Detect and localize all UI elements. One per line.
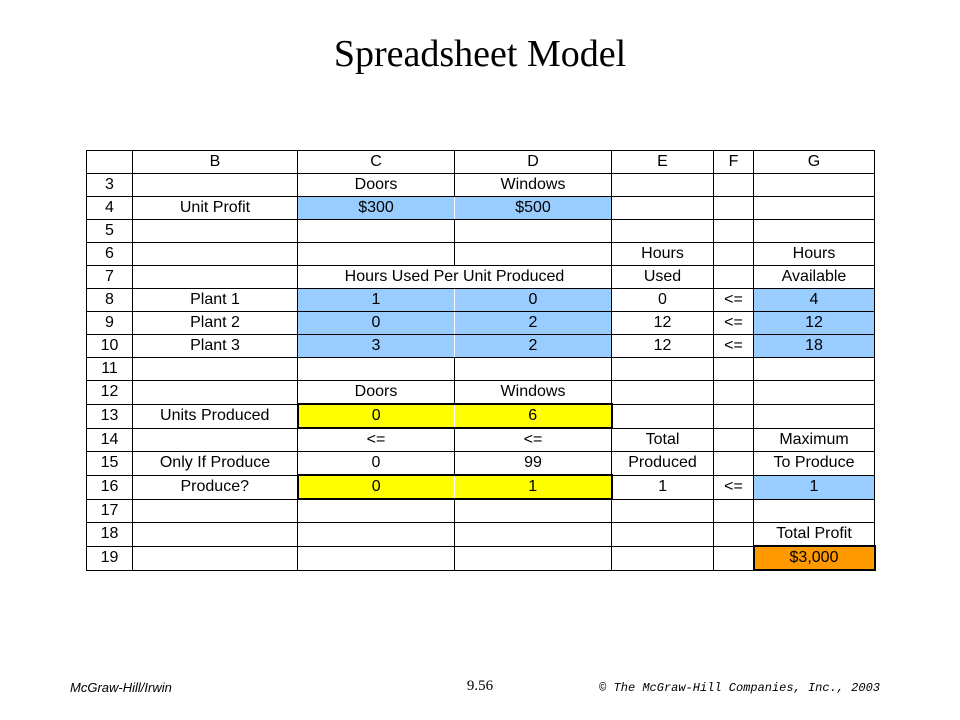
- cell-c18[interactable]: [298, 523, 455, 547]
- row-number[interactable]: 4: [87, 197, 133, 220]
- cell-b18[interactable]: [133, 523, 298, 547]
- cell-g9[interactable]: 12: [754, 312, 875, 335]
- table-row: [87, 174, 875, 197]
- cell-g10[interactable]: 18: [754, 335, 875, 358]
- cell-g13[interactable]: [754, 404, 875, 428]
- slide-title: Spreadsheet Model: [333, 33, 627, 75]
- cell-c9[interactable]: 0: [298, 312, 455, 335]
- cell-e7[interactable]: Used: [612, 266, 714, 289]
- cell-g17[interactable]: [754, 499, 875, 523]
- cell-e18[interactable]: [612, 523, 714, 547]
- row-number[interactable]: 12: [87, 381, 133, 405]
- table-row: [87, 404, 875, 428]
- cell-g6[interactable]: Hours: [754, 243, 875, 266]
- table-row: [87, 335, 875, 358]
- cell-e14[interactable]: Total: [612, 428, 714, 452]
- cell-f14[interactable]: [714, 428, 754, 452]
- cell-f3[interactable]: [714, 174, 754, 197]
- cell-d8[interactable]: 0: [455, 289, 612, 312]
- cell-d12[interactable]: Windows: [455, 381, 612, 405]
- table-row: [87, 381, 875, 405]
- cell-f6[interactable]: [714, 243, 754, 266]
- cell-c6[interactable]: [298, 243, 455, 266]
- corner-cell[interactable]: [87, 151, 133, 174]
- cell-c4-unit-profit-doors[interactable]: $300: [298, 197, 455, 220]
- cell-c11[interactable]: [298, 358, 455, 381]
- cell-e4[interactable]: [612, 197, 714, 220]
- footer-slide-number: 9.56: [466, 678, 494, 694]
- cell-e10[interactable]: 12: [612, 335, 714, 358]
- table-row: [87, 358, 875, 381]
- cell-b11[interactable]: [133, 358, 298, 381]
- cell-b9[interactable]: Plant 2: [133, 312, 298, 335]
- cell-b8[interactable]: Plant 1: [133, 289, 298, 312]
- cell-g18[interactable]: Total Profit: [754, 523, 875, 547]
- cell-f5[interactable]: [714, 220, 754, 243]
- cell-g3[interactable]: [754, 174, 875, 197]
- cell-d3[interactable]: Windows: [455, 174, 612, 197]
- cell-b16[interactable]: Produce?: [133, 475, 298, 499]
- cell-d5[interactable]: [455, 220, 612, 243]
- cell-g19-total-profit[interactable]: $3,000: [754, 546, 875, 570]
- cell-g11[interactable]: [754, 358, 875, 381]
- cell-f7[interactable]: [714, 266, 754, 289]
- cell-d6[interactable]: [455, 243, 612, 266]
- row-number[interactable]: 19: [87, 546, 133, 570]
- cell-c15[interactable]: 0: [298, 452, 455, 476]
- table-row: [87, 197, 875, 220]
- cell-e3[interactable]: [612, 174, 714, 197]
- row-number[interactable]: 15: [87, 452, 133, 476]
- cell-d16-produce-windows[interactable]: 1: [455, 475, 612, 499]
- cell-d18[interactable]: [455, 523, 612, 547]
- cell-e16[interactable]: 1: [612, 475, 714, 499]
- cell-f17[interactable]: [714, 499, 754, 523]
- table-row: [87, 452, 875, 476]
- cell-b10[interactable]: Plant 3: [133, 335, 298, 358]
- cell-d11[interactable]: [455, 358, 612, 381]
- cell-b15[interactable]: Only If Produce: [133, 452, 298, 476]
- cell-b3[interactable]: [133, 174, 298, 197]
- cell-e9[interactable]: 12: [612, 312, 714, 335]
- cell-e8[interactable]: 0: [612, 289, 714, 312]
- row-number[interactable]: 13: [87, 404, 133, 428]
- row-number[interactable]: 14: [87, 428, 133, 452]
- row-number[interactable]: 16: [87, 475, 133, 499]
- cell-f8[interactable]: <=: [714, 289, 754, 312]
- cell-g14[interactable]: Maximum: [754, 428, 875, 452]
- cell-e11[interactable]: [612, 358, 714, 381]
- cell-f4[interactable]: [714, 197, 754, 220]
- cell-c10[interactable]: 3: [298, 335, 455, 358]
- footer-copyright: © The McGraw-Hill Companies, Inc., 2003: [599, 681, 880, 695]
- cell-f11[interactable]: [714, 358, 754, 381]
- cell-e6[interactable]: Hours: [612, 243, 714, 266]
- cell-g16[interactable]: 1: [754, 475, 875, 499]
- cell-c14[interactable]: <=: [298, 428, 455, 452]
- cell-f12[interactable]: [714, 381, 754, 405]
- table-row: [87, 546, 875, 570]
- row-number[interactable]: 9: [87, 312, 133, 335]
- cell-g4[interactable]: [754, 197, 875, 220]
- cell-g5[interactable]: [754, 220, 875, 243]
- cell-cd7-hours-used-header[interactable]: Hours Used Per Unit Produced: [298, 266, 612, 289]
- cell-c5[interactable]: [298, 220, 455, 243]
- cell-b17[interactable]: [133, 499, 298, 523]
- table-row: [87, 475, 875, 499]
- cell-b6[interactable]: [133, 243, 298, 266]
- row-number[interactable]: 3: [87, 174, 133, 197]
- cell-b12[interactable]: [133, 381, 298, 405]
- row-number[interactable]: 11: [87, 358, 133, 381]
- cell-f9[interactable]: <=: [714, 312, 754, 335]
- column-header-f[interactable]: F: [714, 151, 754, 174]
- table-row: [87, 266, 875, 289]
- cell-c17[interactable]: [298, 499, 455, 523]
- column-header-c[interactable]: C: [298, 151, 455, 174]
- cell-g8[interactable]: 4: [754, 289, 875, 312]
- table-row: [87, 289, 875, 312]
- table-row: [87, 523, 875, 547]
- cell-d13-units-produced-windows[interactable]: 6: [455, 404, 612, 428]
- table-row: [87, 499, 875, 523]
- cell-c12[interactable]: Doors: [298, 381, 455, 405]
- row-number[interactable]: 7: [87, 266, 133, 289]
- cell-f15[interactable]: [714, 452, 754, 476]
- column-header-d[interactable]: D: [455, 151, 612, 174]
- row-number[interactable]: 5: [87, 220, 133, 243]
- cell-c16-produce-doors[interactable]: 0: [298, 475, 455, 499]
- cell-c3[interactable]: Doors: [298, 174, 455, 197]
- cell-d4-unit-profit-windows[interactable]: $500: [455, 197, 612, 220]
- column-header-row: [87, 151, 875, 174]
- cell-f18[interactable]: [714, 523, 754, 547]
- cell-d9[interactable]: 2: [455, 312, 612, 335]
- cell-d10[interactable]: 2: [455, 335, 612, 358]
- cell-e15[interactable]: Produced: [612, 452, 714, 476]
- cell-d15[interactable]: 99: [455, 452, 612, 476]
- cell-g15[interactable]: To Produce: [754, 452, 875, 476]
- cell-e5[interactable]: [612, 220, 714, 243]
- row-number[interactable]: 8: [87, 289, 133, 312]
- cell-e13[interactable]: [612, 404, 714, 428]
- cell-b13[interactable]: Units Produced: [133, 404, 298, 428]
- row-number[interactable]: 10: [87, 335, 133, 358]
- table-row: [87, 428, 875, 452]
- cell-f10[interactable]: <=: [714, 335, 754, 358]
- cell-d17[interactable]: [455, 499, 612, 523]
- column-header-b[interactable]: B: [133, 151, 298, 174]
- spreadsheet-table: [86, 150, 876, 571]
- cell-b4[interactable]: Unit Profit: [133, 197, 298, 220]
- cell-d14[interactable]: <=: [455, 428, 612, 452]
- cell-c13-units-produced-doors[interactable]: 0: [298, 404, 455, 428]
- cell-b5[interactable]: [133, 220, 298, 243]
- cell-e12[interactable]: [612, 381, 714, 405]
- cell-e19[interactable]: [612, 546, 714, 570]
- cell-f19[interactable]: [714, 546, 754, 570]
- table-row: [87, 312, 875, 335]
- cell-f13[interactable]: [714, 404, 754, 428]
- cell-g7[interactable]: Available: [754, 266, 875, 289]
- cell-b19[interactable]: [133, 546, 298, 570]
- cell-e17[interactable]: [612, 499, 714, 523]
- row-number[interactable]: 6: [87, 243, 133, 266]
- cell-b14[interactable]: [133, 428, 298, 452]
- cell-f16[interactable]: <=: [714, 475, 754, 499]
- table-row: [87, 243, 875, 266]
- cell-b7[interactable]: [133, 266, 298, 289]
- column-header-g[interactable]: G: [754, 151, 875, 174]
- row-number[interactable]: 18: [87, 523, 133, 547]
- row-number[interactable]: 17: [87, 499, 133, 523]
- footer-publisher: McGraw-Hill/Irwin: [70, 680, 172, 695]
- cell-c19[interactable]: [298, 546, 455, 570]
- table-row: [87, 220, 875, 243]
- cell-d19[interactable]: [455, 546, 612, 570]
- cell-c8[interactable]: 1: [298, 289, 455, 312]
- cell-g12[interactable]: [754, 381, 875, 405]
- column-header-e[interactable]: E: [612, 151, 714, 174]
